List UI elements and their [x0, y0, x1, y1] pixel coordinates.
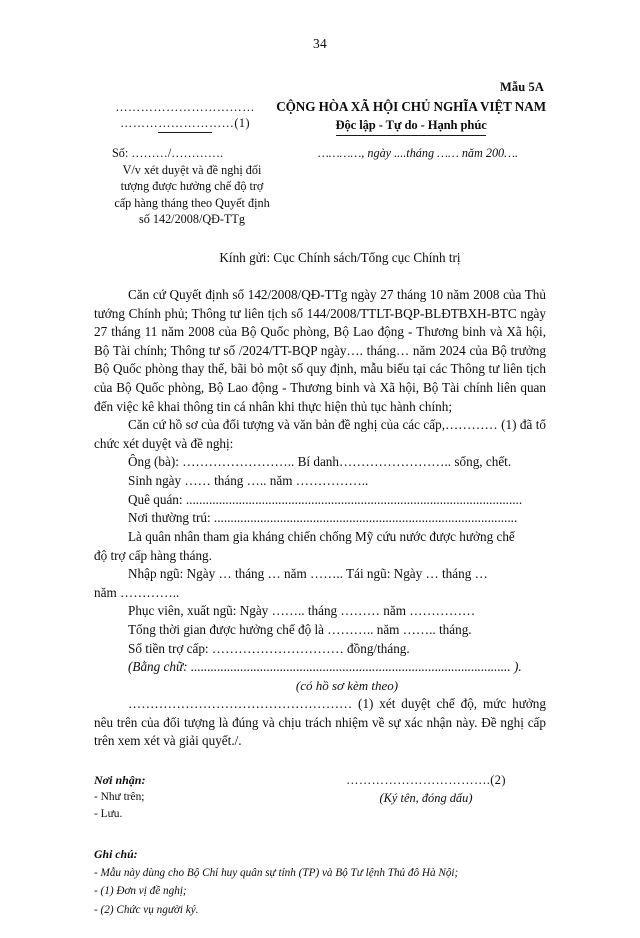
signer-block — [306, 771, 546, 823]
field-residence: Nơi thường trú: ............................................................................................ — [128, 510, 518, 526]
national-header-block — [276, 99, 546, 136]
place-and-date: …………, ngày ....tháng …… năm 200…. — [317, 146, 519, 160]
dossier-basis-paragraph: Căn cứ hồ sơ của đối tượng và văn bản đề nghị của các cấp,………… (1) đã tổ chức xét duyệt và đề nghị: — [94, 417, 546, 451]
document-header — [94, 99, 546, 136]
national-motto: Độc lập - Tự do - Hạnh phúc — [335, 118, 487, 132]
closing-confirmation: …………………………………………… (1) xét duyệt chế độ, mức hưởng nêu trên của đối tượng là đúng và chịu trách nhiệm về sự xác nhận này. Đề nghị cấp trên xem xét và giải quyết./. — [94, 696, 546, 749]
field-date-of-birth: Sinh ngày …… tháng ….. năm …………….. — [128, 473, 369, 489]
field-discharge: Phục viên, xuất ngũ: Ngày …….. tháng ……… năm …………… — [128, 603, 476, 619]
signature-section — [94, 771, 546, 823]
footnotes-title: Ghi chú: — [94, 847, 138, 862]
field-enlistment: Nhập ngũ: Ngày … tháng … năm …….. Tái ngũ: Ngày … tháng … — [128, 566, 488, 582]
field-benefit-duration: Tổng thời gian được hưởng chế độ là ……….. năm …….. tháng. — [128, 621, 472, 637]
document-page — [0, 36, 640, 938]
recipient-item-1: - Như trên; — [94, 790, 145, 803]
motto-underline — [336, 135, 486, 136]
field-amount-in-words: (Bằng chữ: ................................................................................................. ). — [128, 659, 522, 675]
footnote-item-1: - Mẫu này dùng cho Bộ Chỉ huy quân sự tỉnh (TP) và Bộ Tư lệnh Thủ đô Hà Nội; — [94, 867, 459, 880]
issuing-org-block — [94, 99, 276, 133]
page-number: 34 — [313, 36, 327, 51]
footnote-item-2: - (1) Đơn vị đề nghị; — [94, 885, 187, 898]
document-number: Số: ………/…………. — [112, 146, 224, 160]
subject-line-4: số 142/2008/QĐ-TTg — [139, 212, 245, 227]
field-hometown: Quê quán: ...................................................................................................... — [128, 491, 523, 507]
recipients-title: Nơi nhận: — [94, 772, 146, 787]
legal-basis-paragraph: Căn cứ Quyết định số 142/2008/QĐ-TTg ngày 27 tháng 10 năm 2008 của Thủ tướng Chính phủ; Thông tư liên tịch số 144/2008/TTLT-BQP-BLĐTBXH-BTC ngày 27 tháng 11 năm 2008 của Bộ Quốc phòng, Bộ Lao động - Thương binh và Xã hội, Bộ Tài chính; Thông tư số /2024/TT-BQP ngày…. tháng… năm 2024 của Bộ trưởng Bộ Quốc phòng thay thế, bãi bỏ một số quy định, mẫu biểu tại các Thông tư liên tịch của Bộ Quốc phòng, Bộ Lao động - Thương binh và Xã hội, Bộ Tài chính liên quan đến việc kê khai thông tin cá nhân khi thực hiện thủ tục hành chính; — [94, 286, 546, 414]
document-body — [94, 286, 546, 751]
recipients-block — [94, 771, 306, 823]
issuing-org-line-1: …………………………… — [115, 100, 255, 114]
footnotes-section — [94, 845, 546, 919]
document-content — [94, 80, 546, 919]
field-enlistment-cont: năm ………….. — [94, 584, 180, 600]
recipient-line: Kính gửi: Cục Chính sách/Tổng cục Chính trị — [219, 249, 461, 265]
recipient-item-2: - Lưu. — [94, 808, 123, 821]
number-and-date-row — [94, 145, 546, 228]
status-line-1: Là quân nhân tham gia kháng chiến chống Mỹ cứu nước được hưởng chế — [128, 528, 515, 544]
form-code-label: Mẫu 5A — [499, 80, 544, 94]
subject-line-1: V/v xét duyệt và đề nghị đối — [122, 162, 262, 177]
signer-title-dots: …………………………….(2) — [346, 772, 506, 787]
signature-instruction: (Ký tên, đóng dấu) — [379, 790, 473, 805]
footnote-item-3: - (2) Chức vụ người ký. — [94, 903, 199, 916]
field-allowance-amount: Số tiền trợ cấp: ………………………… đồng/tháng. — [128, 640, 410, 656]
subject-line-3: cấp hàng tháng theo Quyết định — [114, 195, 270, 210]
status-line-2: độ trợ cấp hàng tháng. — [94, 547, 212, 563]
subject-line-2: tượng được hưởng chế độ trợ — [120, 179, 264, 194]
issuing-org-line-2: ………………………(1) — [120, 116, 251, 131]
field-full-name: Ông (bà): …………………….. Bí danh…………………….. sống, chết. — [128, 454, 512, 470]
attachment-note: (có hồ sơ kèm theo) — [295, 677, 399, 693]
republic-title: CỘNG HÒA XÃ HỘI CHỦ NGHĨA VIỆT NAM — [276, 99, 546, 114]
issuing-org-underline — [158, 132, 212, 133]
document-number-block — [94, 145, 290, 228]
